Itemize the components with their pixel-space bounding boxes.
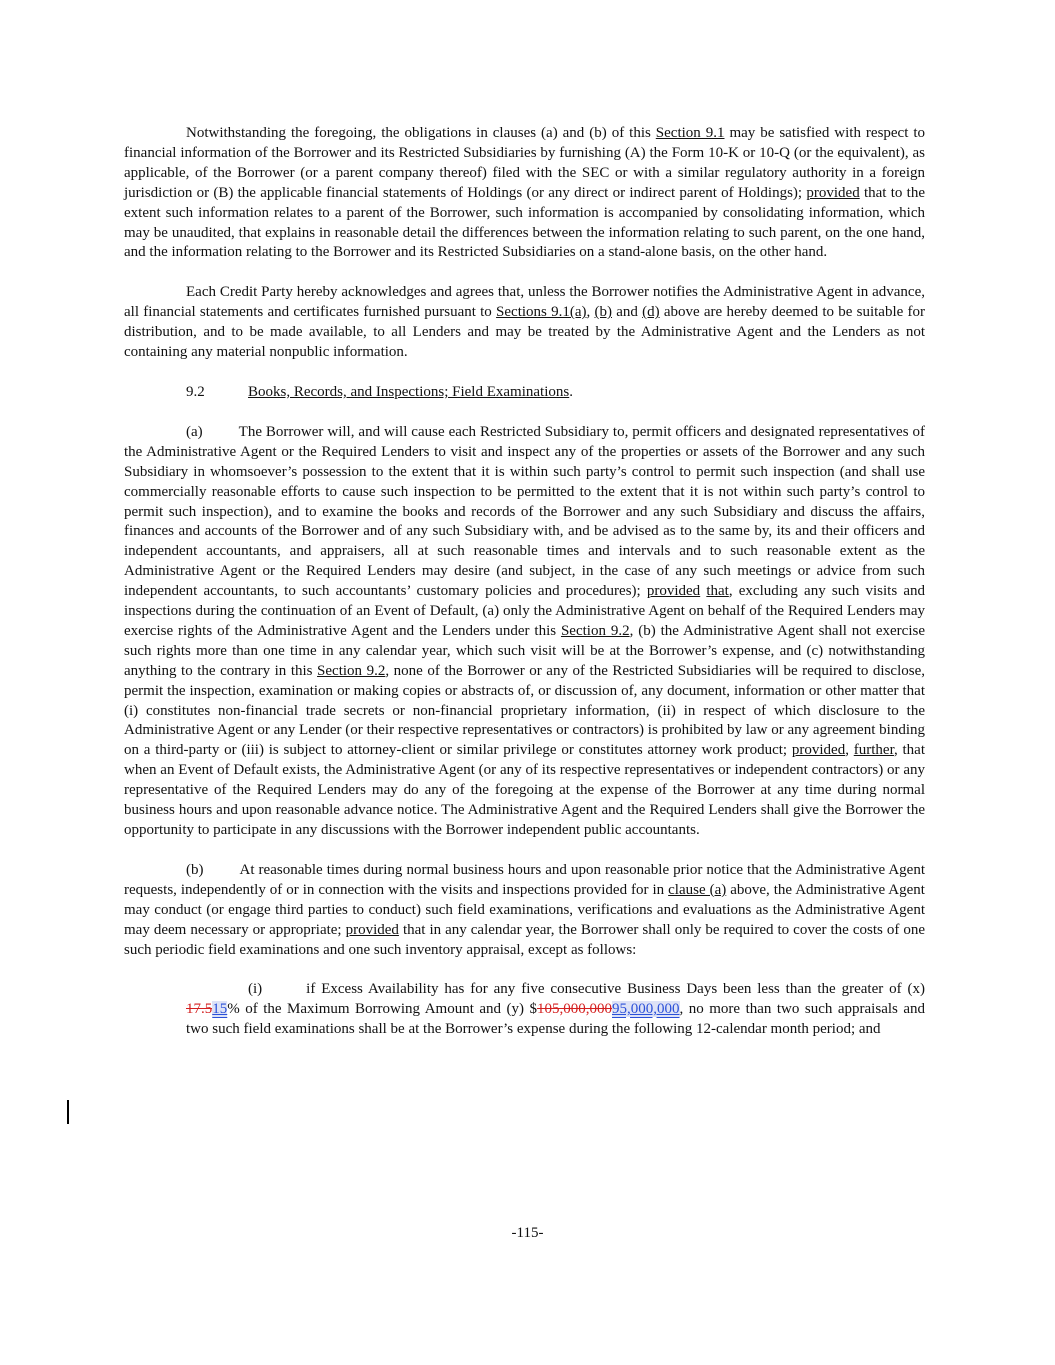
text: At reasonable times during normal business hours and upon reasonable prior notice that the Administrative Agent requests, independently of or in connection with the visits and inspections provided for in (124, 861, 925, 898)
text: that to the extent such information relates to a parent of the Borrower, such information is accompanied by consolidating information, which may be unaudited, that explains in reasonable detail the differences between the information relating to such parent, on the one hand, and the information relating to the Borrower and its Restricted Subsidiaries on a stand-alone basis, on the other hand. (124, 184, 925, 261)
clause-label: (b) (186, 861, 204, 878)
text: , (586, 304, 595, 321)
text: , (845, 742, 854, 759)
text: , excluding any such visits and inspections during the continuation of an Event of Default, (a) only the Administrative Agent on behalf of the Required Lenders may exercise rights of the Administrative Agent and the Lenders under this (124, 583, 926, 639)
text: above, the Administrative Agent may conduct (or engage third parties to conduct) such field examinations, verifications and evaluations as the Administrative Agent may deem necessary or appropriate; (124, 881, 925, 938)
text: , no more than two such appraisals and two such field examinations shall be at the Borrower’s expense during the following 12-calendar month period; and (186, 1001, 926, 1038)
text: . (569, 383, 573, 400)
text: may be satisfied with respect to financial information of the Borrower and its Restricted Subsidiaries by furnishing (A) the Form 10-K or 10-Q (or the equivalent), as applicable, of the Borrower (or a parent company thereof) filed with the SEC or with a similar regulatory authority in a foreign jurisdiction or (B) the applicable financial statements of Holdings (or any direct or indirect parent of Holdings); (124, 125, 926, 201)
provided-term: provided (345, 921, 399, 938)
paragraph-i (124, 980, 925, 1040)
section-heading (124, 383, 925, 403)
deleted-text: 105,000,000 (537, 1001, 613, 1018)
provided-term: provided (791, 742, 846, 759)
section-title: Books, Records, and Inspections; Field Examinations (248, 383, 570, 400)
provided-term: provided (646, 583, 701, 600)
provided-term: provided (806, 184, 860, 201)
section-reference: Section 9.1 (655, 125, 725, 141)
text: that in any calendar year, the Borrower shall only be required to cover the costs of one such periodic field examinations and one such inventory appraisal, except as follows: (124, 921, 925, 958)
text: The Borrower will, and will cause each Restricted Subsidiary to, permit officers and designated representatives of the Administrative Agent or the Required Lenders to visit and inspect any of the properties or assets of the Borrower and any such Subsidiary in whomsoever’s possession to the extent that it is within such party’s control to permit such inspection (and shall use commercially reasonable efforts to cause such inspection to be permitted to the extent that it is not within such party’s control to permit such inspection), and to examine the books and records of the Borrower and any such Subsidiary and discuss the affairs, finances and accounts of the Borrower and of any such Subsidiary with, and be advised as to the same by, its and their officers and independent accountants, and appraisers, all at such reasonable times and intervals and to such reasonable extent as the Administrative Agent or the Required Lenders may desire (and subject, in the case of any such meetings or advice from such independent accountants, to such accountants’ customary policies and procedures); (124, 423, 925, 600)
section-number: 9.2 (186, 383, 205, 400)
inserted-text: 15 (212, 1001, 228, 1018)
text: Notwithstanding the foregoing, the obligations in clauses (a) and (b) of this (186, 125, 656, 141)
section-reference: (b) (594, 304, 612, 321)
text: , none of the Borrower or any of the Restricted Subsidiaries will be required to disclose, permit the inspection, examination or making copies or abstracts of, or discussion of, any document, information or other matter that (i) constitutes non-financial trade secrets or non-financial proprietary information, (ii) in respect of which disclosure to the Administrative Agent or any Lender (or their respective representatives or contractors) is prohibited by law or any agreement binding on a third-party or (iii) is subject to attorney-client or similar privilege or constitutes attorney work product; (124, 662, 925, 759)
page-number: -115- (511, 1225, 544, 1241)
text: and (612, 304, 643, 321)
section-reference: Section 9.2 (317, 662, 386, 679)
deleted-text: 17.5 (186, 1001, 213, 1018)
document-page (124, 124, 925, 1040)
paragraph-a (124, 423, 925, 841)
clause-label: (i) (248, 981, 263, 998)
paragraph-credit-party (124, 283, 925, 363)
section-reference: Sections 9.1(a) (496, 304, 587, 321)
text: % of the Maximum Borrowing Amount and (y) $ (227, 1001, 538, 1018)
that-term: that (706, 583, 729, 600)
further-term: further (853, 742, 894, 759)
text: above are hereby deemed to be suitable for distribution, and to be made available, to all Lenders and may be treated by the Administrative Agent and the Lenders as not containing any material nonpublic information. (124, 304, 926, 361)
clause-label: (a) (186, 423, 203, 440)
paragraph-notwithstanding (124, 124, 925, 263)
text: Each Credit Party hereby acknowledges and agrees that, unless the Borrower notifies the Administrative Agent in advance, all financial statements and certificates furnished pursuant to (124, 284, 925, 321)
section-reference: (d) (642, 304, 660, 321)
paragraph-b (124, 861, 925, 961)
section-reference: Section 9.2 (560, 622, 630, 639)
inserted-text: 95,000,000 (612, 1001, 680, 1018)
text: if Excess Availability has for any five consecutive Business Days been less than the greater of (x) (306, 981, 925, 998)
text: , (b) the Administrative Agent shall not exercise such rights more than one time in any calendar year, which such visit will be at the Borrower’s expense, and (c) notwithstanding anything to the contrary in this (124, 622, 925, 679)
change-bar (67, 1100, 69, 1124)
clause-reference: clause (a) (668, 881, 727, 898)
text: , that when an Event of Default exists, the Administrative Agent (or any of its respective representatives or independent contractors) or any representative of the Required Lenders may do any of the foregoing at the expense of the Borrower at any time during normal business hours and upon reasonable advance notice. The Administrative Agent and the Required Lenders shall give the Borrower the opportunity to participate in any discussions with the Borrower independent public accountants. (124, 742, 925, 838)
